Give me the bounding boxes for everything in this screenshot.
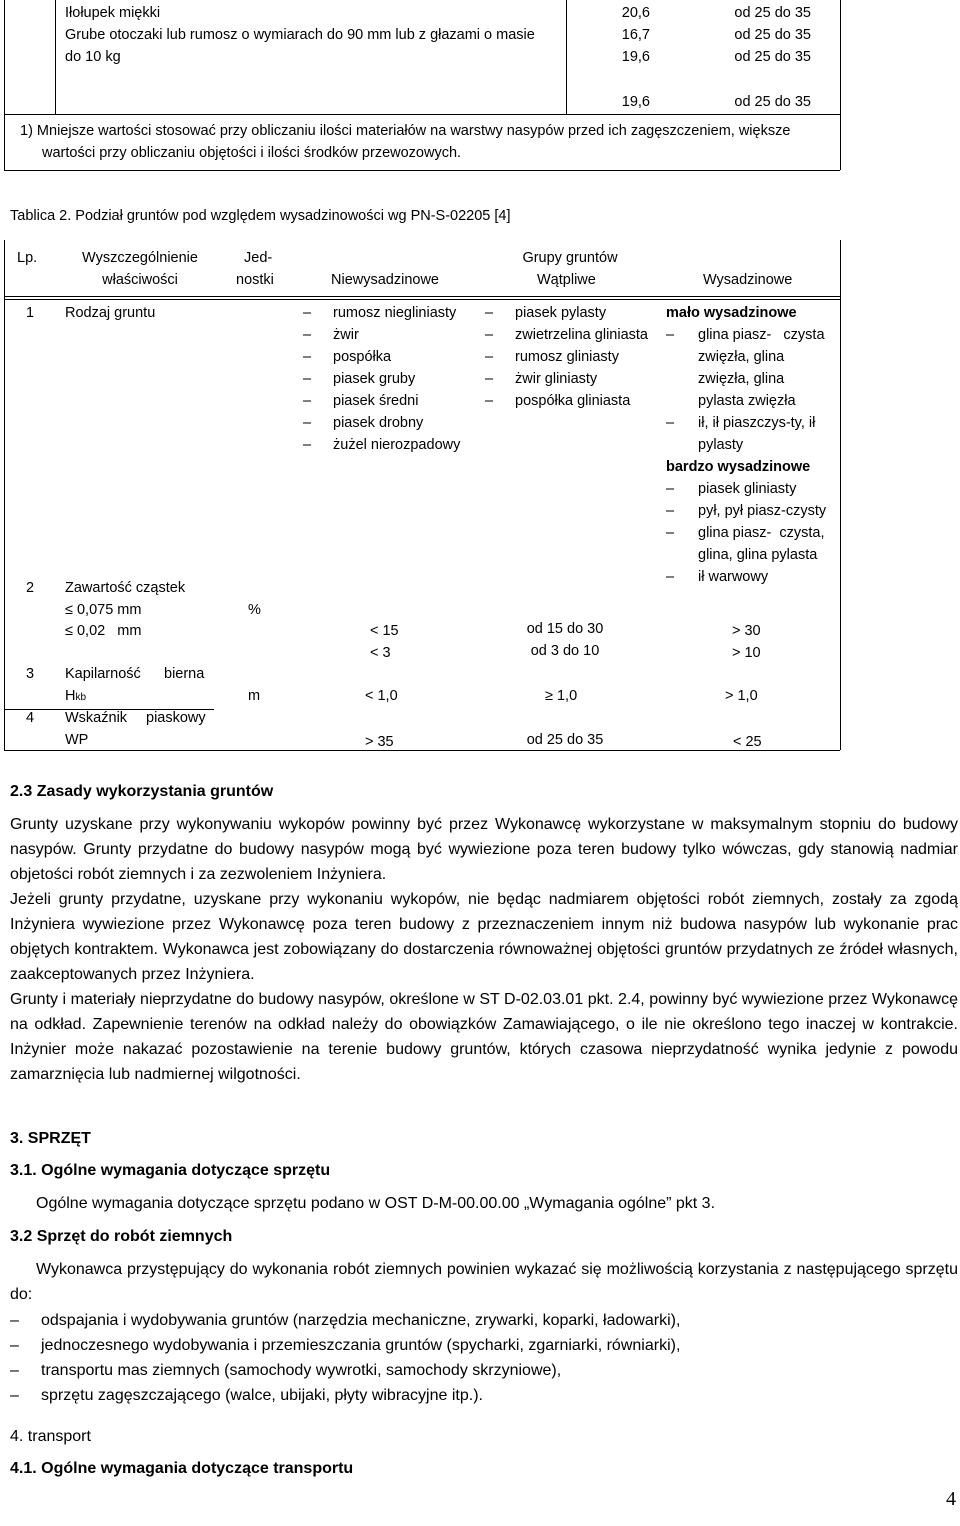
list-item: – pył, pył piasz-czysty [666,500,836,522]
row-label: Zawartość cząstek [65,580,186,596]
header-col-wysadzinowe: Wysadzinowe [703,272,793,288]
list-item: – glina piasz- czysta [666,324,836,346]
subsection-heading: 4.1. Ogólne wymagania dotyczące transportu [10,1460,354,1477]
table-caption: Tablica 2. Podział gruntów pod względem wysadzinowości wg PN-S-02205 [4] [10,208,511,224]
list-item: – żwir gliniasty [485,368,648,390]
row-label: Wskaźnik [65,710,128,726]
table-cell-label: Iłołupek miękki [65,5,161,21]
table-cell-value: 16,7 [621,27,650,43]
list-item: – sprzętu zagęszczającego (walce, ubijaki, płyty wibracyjne itp.). [10,1383,958,1408]
list-item: – piasek średni [303,390,460,412]
subsection-text: Wykonawca przystępujący do wykonania robót ziemnych powinien wykazać się możliwością korzystania z następującego sprzętu do: [10,1261,958,1303]
row-number: 3 [26,666,35,682]
list-item-continuation: pylasty [698,437,744,453]
footnote: 1) Mniejsze wartości stosować przy obliczaniu ilości materiałów na warstwy nasypów przed ich zagęszczeniem, większe [20,123,791,139]
table-cell-range: od 25 do 35 [734,94,811,110]
row-number: 2 [26,580,35,596]
cell-value: < 1,0 [365,688,398,704]
page-number: 4 [946,1488,956,1510]
row-label-3: WP [65,732,89,748]
row-unit: m [248,688,261,704]
equipment-list [10,1308,958,1408]
header-col-watpliwe: Wątpliwe [537,272,596,288]
table-cell-range: od 25 do 35 [734,49,811,65]
table-cell-value: 20,6 [621,5,650,21]
table-cell-label: do 10 kg [65,49,121,65]
list-item-continuation: zwięzła, glina [698,371,785,387]
list-item: – pospółka gliniasta [485,390,648,412]
row-label: Kapilarność [65,666,141,682]
list-item: – ił warwowy [666,566,836,588]
row-sublabel: ≤ 0,075 mm [65,602,142,618]
row-sublabel: ≤ 0,02 mm [65,623,142,639]
list-item: – rumosz niegliniasty [303,302,460,324]
table-cell-range: od 25 do 35 [734,27,811,43]
list-item: – glina piasz- czysta, [666,522,836,544]
list-item: – ił, ił piaszczys-ty, ił [666,412,836,434]
cell-value: od 15 do 30 [526,621,604,637]
wysadzinowe-list [666,302,836,588]
cell-value: > 30 [732,623,761,639]
list-item: – piasek gruby [303,368,460,390]
header-col-niewysadzinowe: Niewysadzinowe [331,272,439,288]
cell-value: od 25 do 35 [526,732,604,748]
cell-value: > 1,0 [725,688,758,704]
subsection-heading: 3.2 Sprzęt do robót ziemnych [10,1228,233,1245]
list-item: – zwietrzelina gliniasta [485,324,648,346]
cell-value: > 35 [365,734,394,750]
header-spec-2: właściwości [102,272,178,288]
list-item: – transportu mas ziemnych (samochody wywrotki, samochody skrzyniowe), [10,1358,958,1383]
row-number: 4 [26,710,35,726]
header-spec: Wyszczególnienie [82,250,198,266]
list-item: – rumosz gliniasty [485,346,648,368]
header-lp: Lp. [17,250,38,266]
list-item-continuation: pylasta zwięzła [698,393,796,409]
list-item-continuation: glina, glina pylasta [698,547,818,563]
watpliwe-list [485,302,648,412]
list-item: – żużel nierozpadowy [303,434,460,456]
list-item: – pospółka [303,346,460,368]
list-item: – żwir [303,324,460,346]
table-cell-label: Grube otoczaki lub rumosz o wymiarach do 90 mm lub z głazami o masie [65,27,535,43]
table-cell-value: 19,6 [621,94,650,110]
header-groups: Grupy gruntów [522,250,618,266]
row-symbol: Hkb [65,688,87,704]
cell-value: < 25 [733,734,762,750]
list-item-continuation: zwięzła, glina [698,349,785,365]
cell-value: < 15 [370,623,399,639]
niewysadzinowe-list [303,302,460,456]
header-unit: Jed- [244,250,273,266]
row-label: Rodzaj gruntu [65,305,156,321]
list-item: – jednoczesnego wydobywania i przemieszczania gruntów (spycharki, zgarniarki, równiarki), [10,1333,958,1358]
subsection-text: Ogólne wymagania dotyczące sprzętu podano w OST D-M-00.00.00 „Wymagania ogólne” pkt 3. [36,1195,716,1212]
list-item: – odspajania i wydobywania gruntów (narzędzia mechaniczne, zrywarki, koparki, ładowarki), [10,1308,958,1333]
row-number: 1 [26,305,35,321]
row-unit: % [248,602,261,618]
subgroup-heading: mało wysadzinowe [666,305,797,321]
section-heading: 2.3 Zasady wykorzystania gruntów [10,783,274,800]
paragraph: Jeżeli grunty przydatne, uzyskane przy wykonaniu wykopów, nie będąc nadmiarem objętości robót ziemnych, zostały za zgodą Inżyniera wywiezione przez Wykonawcę poza teren budowy z przeznaczeniem innym niż budowa nasypów lub wykonanie prac objętych kontraktem. Wykonawca jest zobowiązany do dostarczenia równoważnej objętości gruntów przydatnych ze źródeł własnych, zaakceptowanych przez Inżyniera. [10,891,958,983]
list-item: – piasek gliniasty [666,478,836,500]
paragraph: Grunty uzyskane przy wykonywaniu wykopów powinny być przez Wykonawcę wykorzystane w maksymalnym stopniu do budowy nasypów. Grunty przydatne do budowy nasypów mogą być wywiezione poza teren budowy tylko wówczas, gdy stanowią nadmiar objetości robót ziemnych i za zezwoleniem Inżyniera. [10,816,958,883]
section-heading: 3. SPRZĘT [10,1130,91,1147]
cell-value: > 10 [732,645,761,661]
section-body [10,812,958,1087]
table-cell-range: od 25 do 35 [734,5,811,21]
list-item: – piasek drobny [303,412,460,434]
row-label-2: piaskowy [146,710,206,726]
cell-value: < 3 [370,645,391,661]
row-label-2: bierna [164,666,205,682]
table-cell-value: 19,6 [621,49,650,65]
cell-value: ≥ 1,0 [545,688,578,704]
subgroup-heading: bardzo wysadzinowe [666,459,811,475]
list-item: – piasek pylasty [485,302,648,324]
cell-value: od 3 do 10 [530,643,600,659]
footnote-continuation: wartości przy obliczaniu objętości i ilości środków przewozowych. [42,145,462,161]
subsection-heading: 3.1. Ogólne wymagania dotyczące sprzętu [10,1162,331,1179]
section-heading: 4. transport [10,1428,91,1445]
header-unit-2: nostki [236,272,274,288]
paragraph: Grunty i materiały nieprzydatne do budowy nasypów, określone w ST D-02.03.01 pkt. 2.4, powinny być wywiezione przez Wykonawcę na odkład. Zapewnienie terenów na odkład należy do obowiązków Zamawiającego, o ile nie określono tego inaczej w kontrakcie. Inżynier może nakazać pozostawienie na terenie budowy gruntów, których czasowa nieprzydatność wynika jedynie z powodu zamarznięcia lub nadmiernej wilgotności. [10,991,958,1083]
